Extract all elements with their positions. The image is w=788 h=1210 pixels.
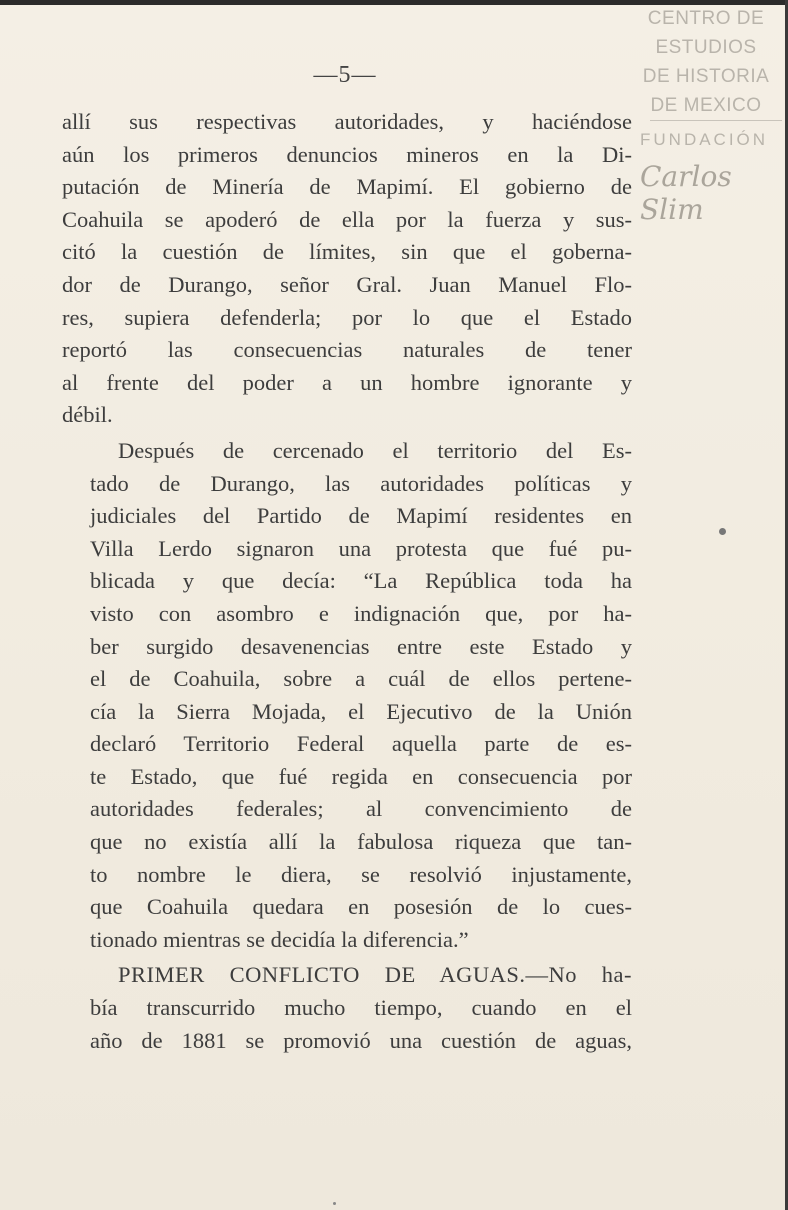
text-line: que Coahuila quedara en posesión de lo cues- [90, 894, 632, 920]
text-line: cía la Sierra Mojada, el Ejecutivo de la Unión [90, 698, 632, 724]
section-heading-line: PRIMER CONFLICTO DE AGUAS.—No ha- [118, 962, 632, 988]
text-line: putación de Minería de Mapimí. El gobierno de [62, 174, 632, 200]
text-line: bía transcurrido mucho tiempo, cuando en el [90, 995, 632, 1021]
text-line: que no existía allí la fabulosa riqueza que tan- [90, 829, 632, 855]
text-line: declaró Territorio Federal aquella parte de es- [90, 731, 632, 757]
text-line: Villa Lerdo signaron una protesta que fué pu- [90, 535, 632, 561]
text-line: ber surgido desavenencias entre este Estado y [90, 633, 632, 659]
text-line: autoridades federales; al convencimiento de [90, 796, 632, 822]
paragraph-1 [62, 106, 632, 432]
text-line: al frente del poder a un hombre ignorante y [62, 369, 632, 395]
paragraph-3 [62, 959, 632, 1057]
text-line: Después de cercenado el territorio del Es- [118, 437, 632, 463]
text-line: res, supiera defenderla; por lo que el Estado [62, 304, 632, 330]
text-line: tado de Durango, las autoridades políticas y [90, 470, 632, 496]
text-line: judiciales del Partido de Mapimí residentes en [90, 503, 632, 529]
watermark-line: ESTUDIOS [655, 37, 757, 58]
paragraph-2 [62, 435, 632, 957]
text-line: allí sus respectivas autoridades, y haciéndose [62, 109, 632, 134]
text-line: citó la cuestión de límites, sin que el goberna- [62, 239, 632, 265]
text-line: el de Coahuila, sobre a cuál de ellos pertene- [90, 666, 632, 692]
text-line: débil. [62, 402, 113, 428]
text-line: visto con asombro e indignación que, por ha- [90, 600, 632, 626]
text-line: to nombre le diera, se resolvió injustamente, [90, 861, 632, 887]
watermark-signature: Carlos Slim [640, 160, 732, 226]
watermark-line: DE HISTORIA [642, 66, 770, 87]
watermark-line: CENTRO DE [647, 8, 765, 29]
watermark-foundation: FUNDACIÓN [640, 130, 769, 149]
ink-dot [719, 528, 726, 535]
text-line: dor de Durango, señor Gral. Juan Manuel Flo- [62, 271, 632, 297]
text-line: te Estado, que fué regida en consecuencia por [90, 763, 632, 789]
text-line: Coahuila se apoderó de ella por la fuerza y sus- [62, 206, 632, 232]
watermark-line: DE MEXICO [650, 95, 762, 116]
body-text [62, 106, 632, 1057]
text-line: blicada y que decía: “La República toda ha [90, 568, 632, 594]
watermark-divider [650, 120, 782, 121]
text-line: reportó las consecuencias naturales de tener [62, 337, 632, 363]
page-number: —5— [313, 62, 377, 88]
text-line: tionado mientras se decidía la diferencia.” [90, 926, 469, 952]
text-line: año de 1881 se promovió una cuestión de aguas, [90, 1027, 632, 1053]
ink-speck [333, 1202, 336, 1205]
text-line: aún los primeros denuncios mineros en la Di- [62, 141, 632, 167]
archive-watermark [628, 4, 784, 120]
